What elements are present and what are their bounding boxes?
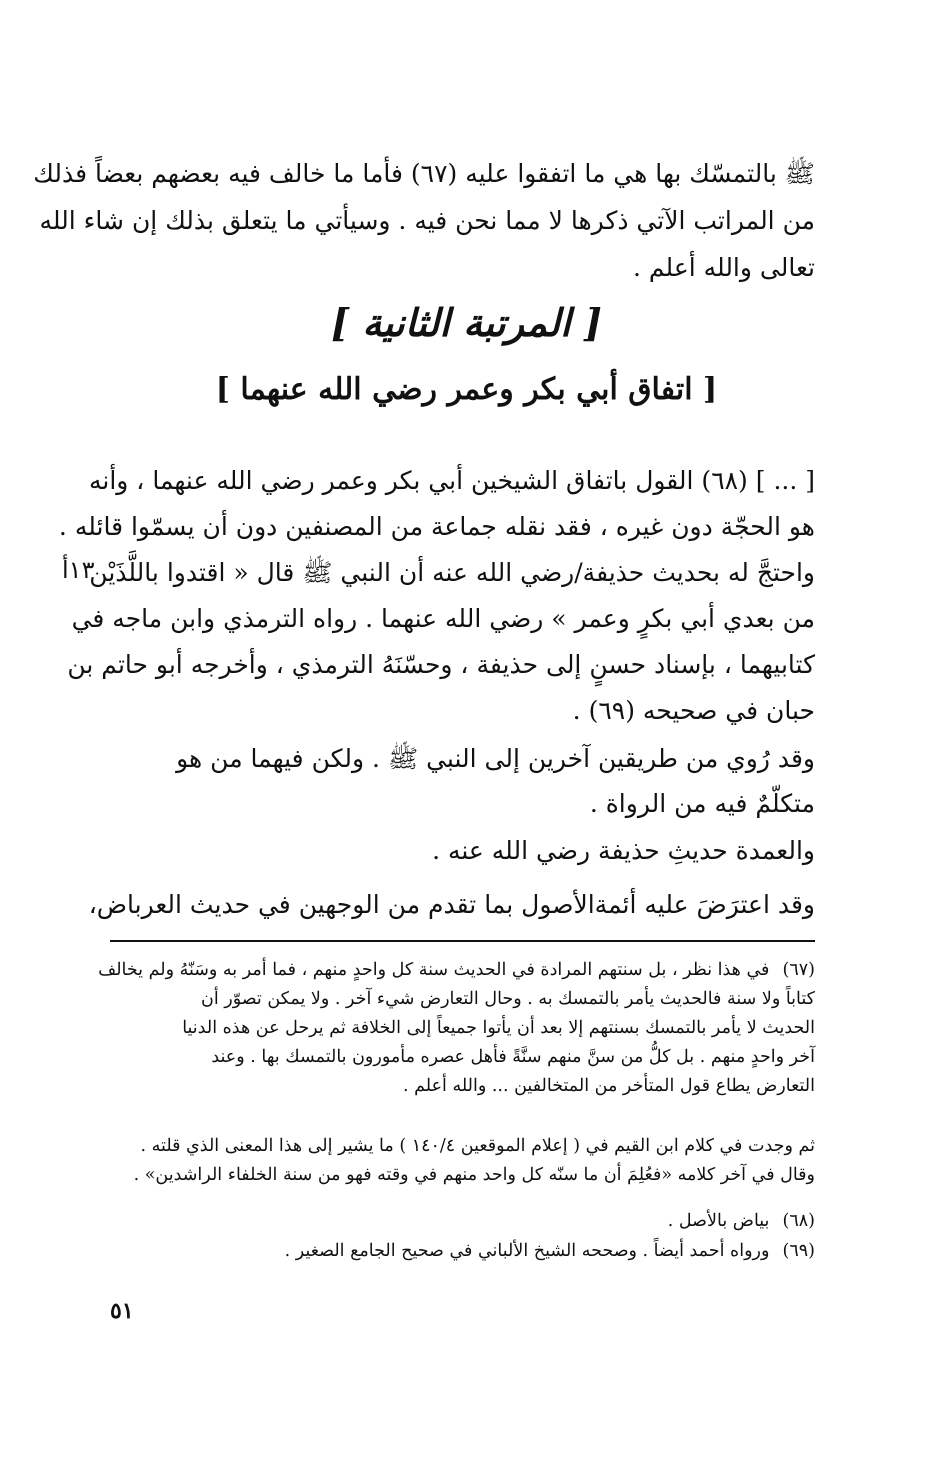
intro-paragraph: [33, 150, 815, 291]
manuscript-folio-note: ١٣أ: [62, 556, 95, 584]
footnote-line: ثم وجدت في كلام ابن القيم في ( إعلام الموقعين ١٤٠/٤ ) ما يشير إلى هذا المعنى الذي قلته .: [140, 1136, 815, 1156]
intro-line: من المراتب الآتي ذكرها لا مما نحن فيه . وسيأتي ما يتعلق بذلك إن شاء الله: [39, 206, 815, 235]
paragraph-line: [ ... ] (٦٨) القول باتفاق الشيخين أبي بكر وعمر رضي الله عنهما ، وأنه: [88, 466, 815, 495]
section-heading: [ المرتبة الثانية ]: [331, 300, 602, 345]
footnote-line: الحديث لا يأمر بالتمسك بسنتهم إلا بعد أن يأتوا جميعاً إلى الخلافة ثم يرحل عن هذه الدنيا: [182, 1018, 815, 1038]
footnote-divider: [110, 940, 815, 942]
page-number: ٥١: [110, 1298, 134, 1324]
paragraph-line: متكلّمٌ فيه من الرواة .: [589, 789, 815, 818]
footnote-line: آخر واحدٍ منهم . بل كلُّ من سنَّ منهم سنَّةً فأهل عصره مأمورون بالتمسك بها . وعند: [211, 1047, 815, 1067]
paragraph-line: وقد اعترَضَ عليه أئمةالأصول بما تقدم من الوجهين في حديث العرباض،: [88, 890, 815, 919]
paragraph-2: [100, 736, 815, 826]
footnote-number: (٦٩): [782, 1241, 815, 1261]
paragraph-line: هو الحجّة دون غيره ، فقد نقله جماعة من المصنفين دون أن يسمّوا قائله .: [58, 512, 815, 541]
footnote-number: (٦٧): [782, 960, 815, 980]
footnote-69: [110, 1237, 815, 1266]
footnote-line: كتاباً ولا سنة فالحديث يأمر بالتمسك به . وحال التعارض شيء آخر . ولا يمكن تصوّر أن: [200, 989, 815, 1009]
footnote-line: [98, 956, 815, 985]
paragraph-line: والعمدة حديثِ حذيفة رضي الله عنه .: [432, 836, 815, 865]
footnote-67: [98, 956, 815, 1101]
paragraph-4: [88, 882, 815, 927]
paragraph-line: حبان في صحيحه (٦٩) .: [572, 696, 815, 725]
footnote-line: وقال في آخر كلامه «فعُلِمَ أن ما سنّه كل واحد منهم في وقته فهو من سنة الخلفاء الراشدين» .: [133, 1165, 815, 1185]
intro-line: تعالى والله أعلم .: [633, 253, 815, 282]
paragraph-line: كتابيهما ، بإسناد حسنٍ إلى حذيفة ، وحسّنَهُ الترمذي ، وأخرجه أبو حاتم بن: [67, 650, 815, 679]
section-subheading: [ اتفاق أبي بكر وعمر رضي الله عنهما ]: [215, 372, 718, 407]
paragraph-line: وقد رُوي من طريقين آخرين إلى النبي ﷺ . ولكن فيهما من هو: [176, 744, 815, 773]
paragraph-line: واحتجَّ له بحديث حذيفة/رضي الله عنه أن النبي ﷺ قال « اقتدوا باللَّذَيْن: [89, 558, 815, 587]
footnote-number: (٦٨): [782, 1211, 815, 1231]
intro-line: ﷺ بالتمسّك بها هي ما اتفقوا عليه (٦٧) فأما ما خالف فيه بعضهم بعضاً فذلك: [33, 159, 815, 188]
paragraph-3: [100, 828, 815, 873]
footnote-text: في هذا نظر ، بل سنتهم المرادة في الحديث سنة كل واحدٍ منهم ، فما أمر به وسَنّهُ ولم يخالف: [98, 960, 770, 980]
paragraph-line: من بعدي أبي بكرٍ وعمر » رضي الله عنهما . رواه الترمذي وابن ماجه في: [71, 604, 815, 633]
footnote-text: ورواه أحمد أيضاً . وصححه الشيخ الألباني في صحيح الجامع الصغير .: [284, 1241, 770, 1261]
footnote-text: بياض بالأصل .: [667, 1211, 770, 1231]
footnote-line: التعارض يطاع قول المتأخر من المتخالفين ... والله أعلم .: [403, 1076, 815, 1096]
footnote-67-continued: [110, 1132, 815, 1190]
footnote-68: [110, 1207, 815, 1236]
